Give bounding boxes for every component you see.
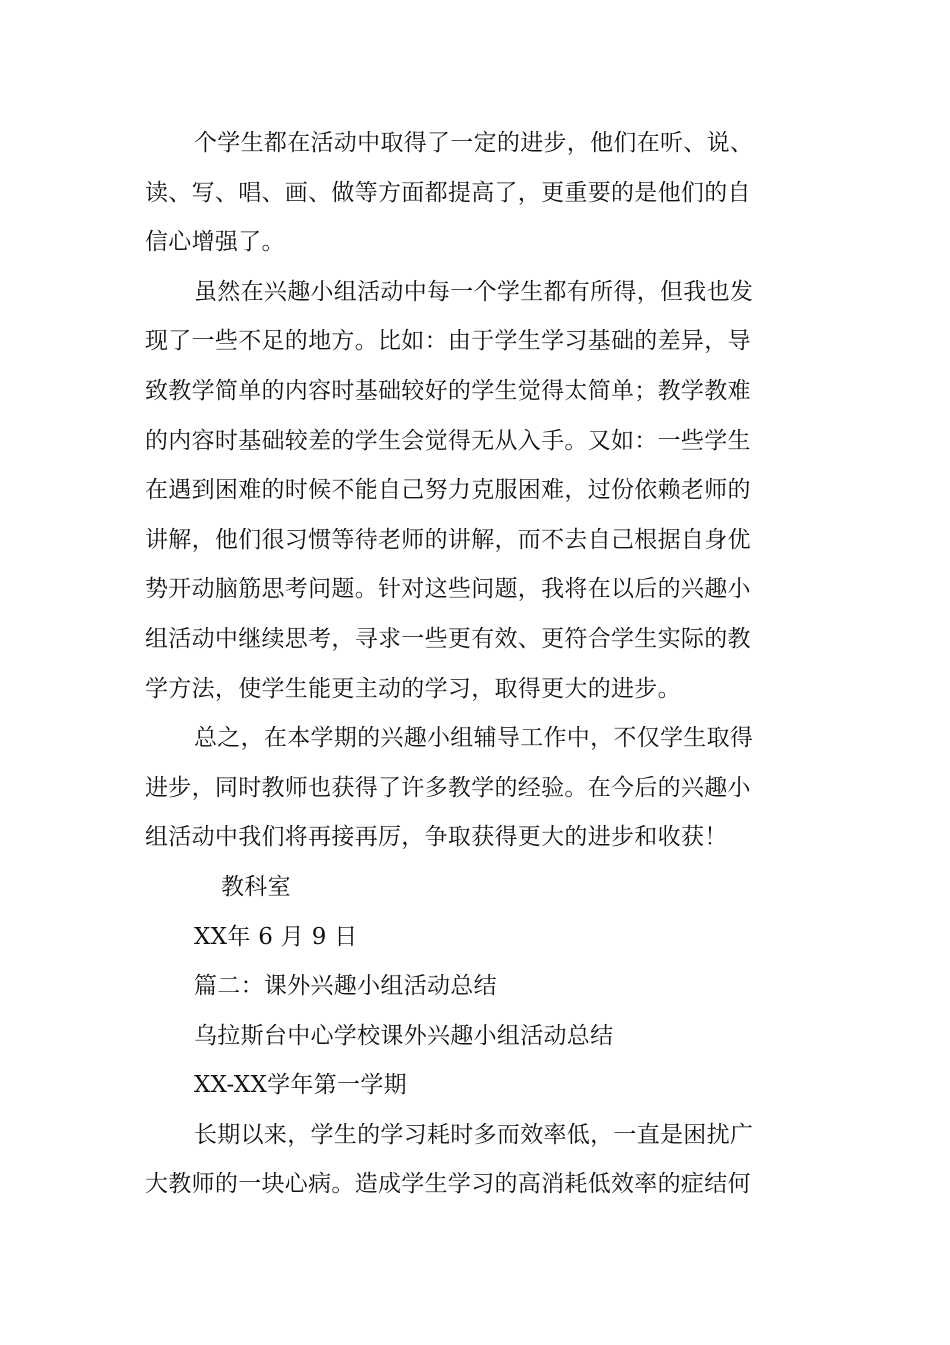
text-line: 学方法，使学生能更主动的学习，取得更大的进步。 [145, 675, 681, 702]
text-line: 组活动中继续思考，寻求一些更有效、更符合学生实际的教 [145, 625, 751, 652]
text-line: 大教师的一块心病。造成学生学习的高消耗低效率的症结何 [145, 1171, 751, 1198]
document-title: 乌拉斯台中心学校课外兴趣小组活动总结 [194, 1022, 614, 1049]
text-line: 讲解，他们很习惯等待老师的讲解，而不去自己根据自身优 [145, 526, 751, 553]
text-line: 的内容时基础较差的学生会觉得无从入手。又如：一些学生 [145, 427, 751, 454]
text-line: 总之，在本学期的兴趣小组辅导工作中，不仅学生取得 [194, 725, 754, 752]
text-line: 虽然在兴趣小组活动中每一个学生都有所得，但我也发 [194, 278, 754, 305]
text-line: 读、写、唱、画、做等方面都提高了，更重要的是他们的自 [145, 179, 751, 206]
text-line: 现了一些不足的地方。比如：由于学生学习基础的差异，导 [145, 328, 751, 355]
text-line: 致教学简单的内容时基础较好的学生觉得太简单；教学教难 [145, 377, 751, 404]
text-line: 在遇到困难的时候不能自己努力克服困难，过份依赖老师的 [145, 477, 751, 504]
text-line: 势开动脑筋思考问题。针对这些问题，我将在以后的兴趣小 [145, 576, 751, 603]
document-body [145, 119, 754, 1210]
text-line: 组活动中我们将再接再厉，争取获得更大的进步和收获！ [145, 824, 728, 851]
section-heading: 篇二：课外兴趣小组活动总结 [194, 973, 497, 1000]
document-subtitle: XX-XX学年第一学期 [194, 1072, 407, 1099]
text-line: 进步，同时教师也获得了许多教学的经验。在今后的兴趣小 [145, 774, 751, 801]
text-line: 信心增强了。 [145, 229, 285, 256]
signature-office: 教科室 [221, 873, 291, 900]
text-line: 个学生都在活动中取得了一定的进步，他们在听、说、 [194, 130, 754, 156]
signature-date: XX年 6 月 9 日 [194, 923, 358, 950]
text-line: 长期以来，学生的学习耗时多而效率低，一直是困扰广 [194, 1121, 754, 1148]
